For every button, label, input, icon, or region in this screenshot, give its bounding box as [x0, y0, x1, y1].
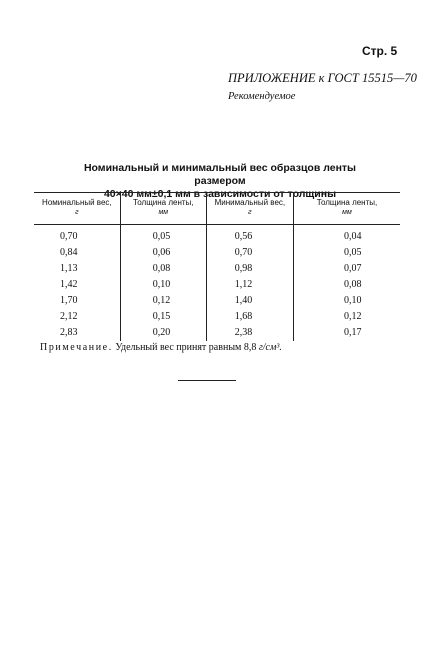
table-cell: 2,38 — [206, 325, 293, 341]
table-cell: 1,40 — [206, 293, 293, 309]
table-cell: 2,12 — [60, 311, 78, 322]
column-header-unit: мм — [342, 209, 352, 216]
table-cell: 0,56 — [206, 225, 293, 246]
table-row — [34, 261, 400, 277]
table-cell: 1,12 — [206, 277, 293, 293]
table-title-line1: Номинальный и минимальный вес образцов ленты размером — [83, 162, 357, 187]
table-cell: 0,04 — [293, 225, 400, 246]
footnote — [40, 342, 400, 353]
table-cell: 1,42 — [60, 279, 78, 290]
table-cell: 0,10 — [293, 293, 400, 309]
column-header-label: Минимальный вес, — [214, 198, 286, 207]
table-row — [34, 325, 400, 341]
table-cell: 0,08 — [120, 261, 206, 277]
table-cell: 0,05 — [293, 245, 400, 261]
table-row — [34, 293, 400, 309]
table-cell: 1,70 — [60, 295, 78, 306]
table-cell: 0,15 — [120, 309, 206, 325]
table-cell: 0,20 — [120, 325, 206, 341]
table-cell: 0,70 — [206, 245, 293, 261]
table-cell: 0,12 — [293, 309, 400, 325]
footnote-text: Удельный вес принят равным 8,8 — [115, 342, 257, 353]
section-divider — [178, 380, 236, 381]
table-cell: 1,68 — [206, 309, 293, 325]
table-cell: 0,06 — [120, 245, 206, 261]
footnote-unit: г/см³. — [258, 342, 282, 353]
table-header-row — [34, 193, 400, 225]
weight-table — [34, 192, 400, 341]
column-header-unit: г — [75, 209, 79, 216]
table-row — [34, 225, 400, 246]
table-cell: 0,84 — [60, 247, 78, 258]
table-cell: 0,08 — [293, 277, 400, 293]
column-header-label: Толщина ленты, — [316, 198, 378, 207]
column-header-label: Толщина ленты, — [132, 198, 194, 207]
table-cell: 0,12 — [120, 293, 206, 309]
column-header-unit: г — [248, 209, 252, 216]
table-cell: 0,98 — [206, 261, 293, 277]
table-row — [34, 309, 400, 325]
table-cell: 0,70 — [60, 231, 78, 242]
column-header-label: Номинальный вес, — [42, 198, 112, 207]
table-cell: 1,13 — [60, 263, 78, 274]
column-header-unit: мм — [158, 209, 169, 216]
table-cell: 0,10 — [120, 277, 206, 293]
appendix-heading: ПРИЛОЖЕНИЕ к ГОСТ 15515—70 — [228, 71, 417, 85]
table-title-line2: 40×40 мм±0,1 мм в зависимости от толщины — [103, 188, 337, 200]
column-header-thickness-min — [293, 193, 400, 225]
column-header-nominal-weight — [34, 193, 120, 225]
table-row — [34, 277, 400, 293]
column-header-minimum-weight — [206, 193, 293, 225]
table-row — [34, 245, 400, 261]
column-header-thickness — [120, 193, 206, 225]
table-cell: 0,17 — [293, 325, 400, 341]
table-cell: 0,07 — [293, 261, 400, 277]
table-cell: 2,83 — [60, 327, 78, 338]
footnote-label: Примечание. — [40, 342, 113, 353]
page-number: Стр. 5 — [362, 44, 398, 58]
appendix-status: Рекомендуемое — [228, 91, 296, 102]
table-cell: 0,05 — [120, 225, 206, 246]
